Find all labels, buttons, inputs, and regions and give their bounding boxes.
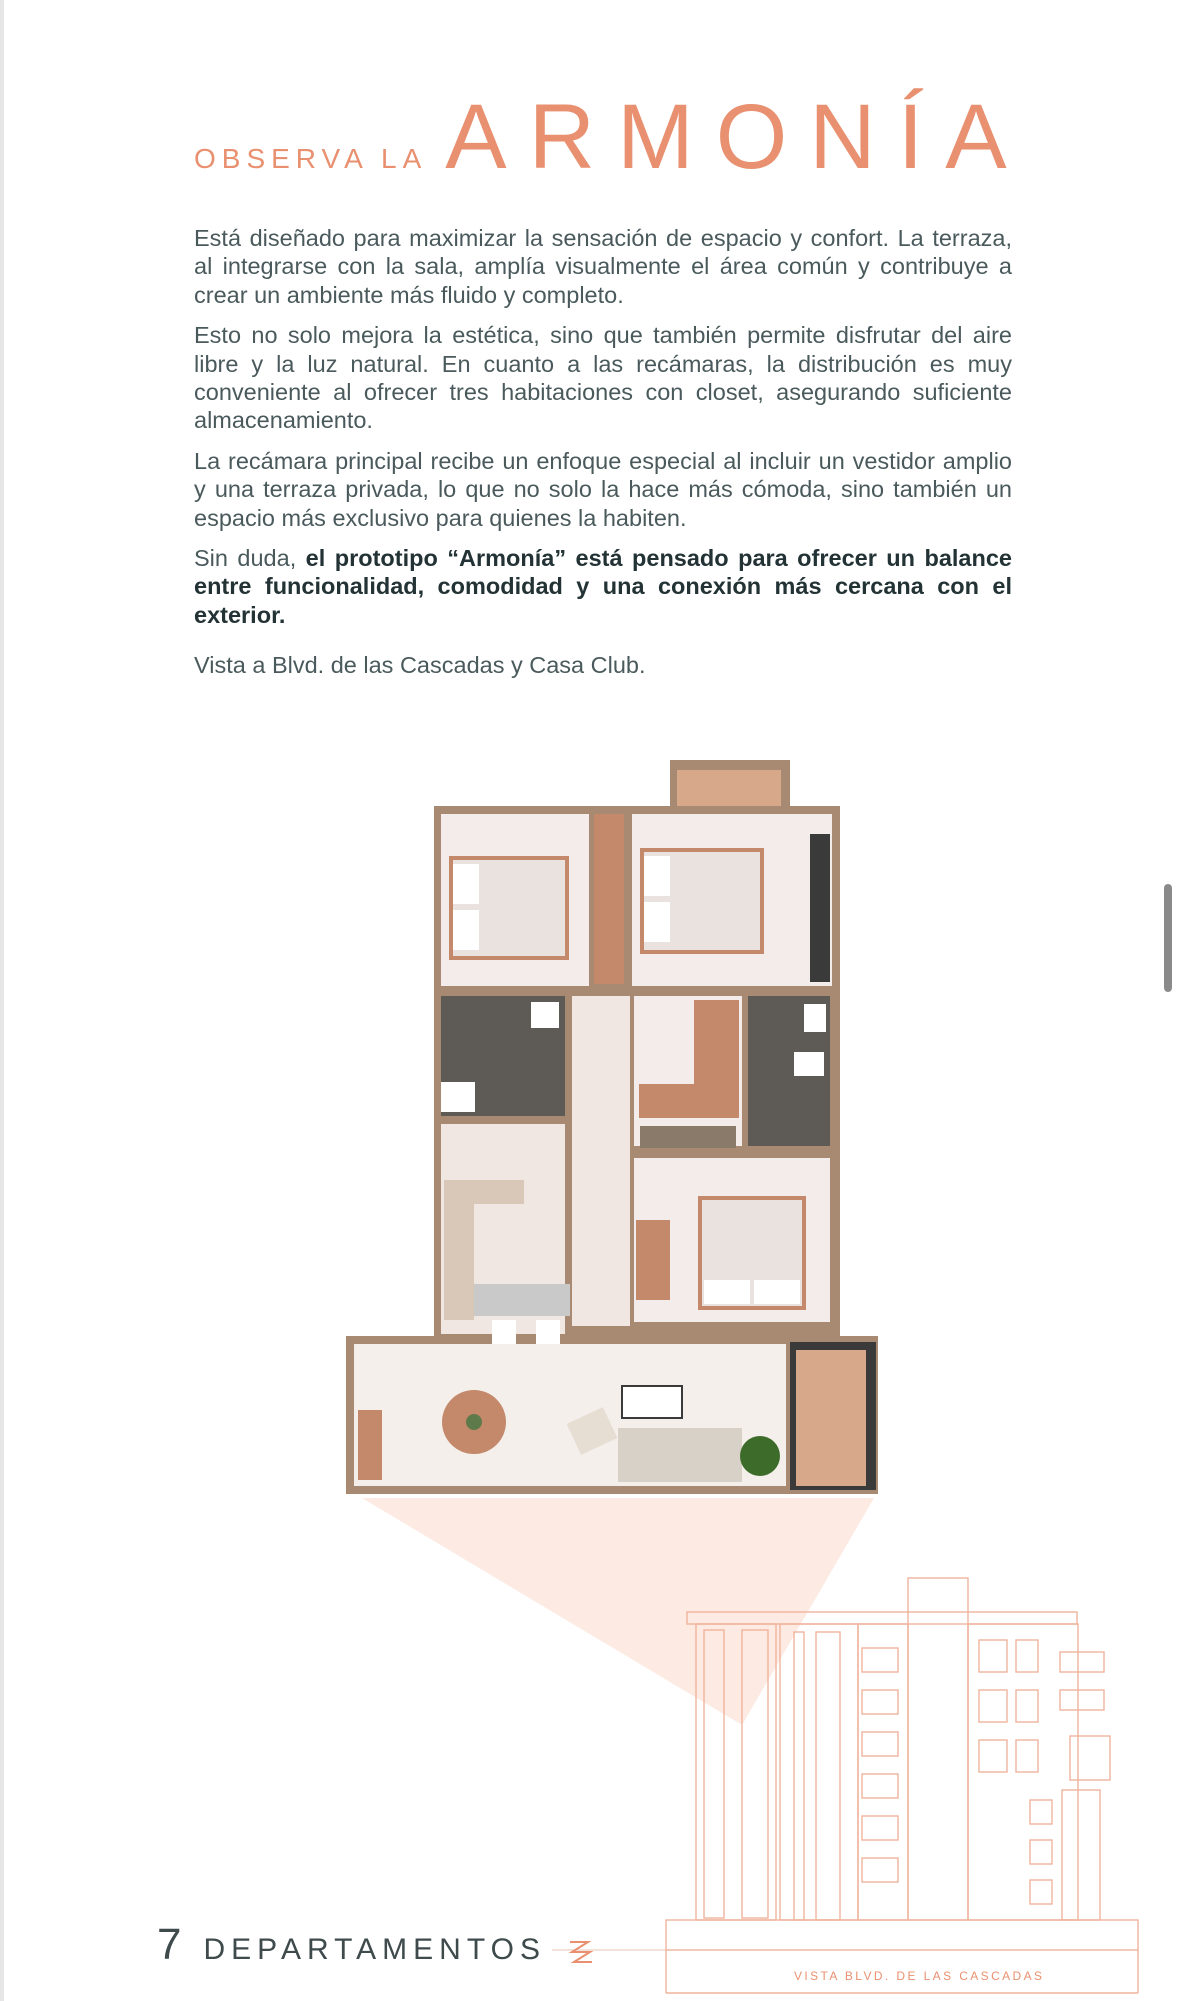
kitchen-island xyxy=(474,1284,570,1316)
closet-1 xyxy=(594,814,624,984)
paragraph-4-highlight: el prototipo “Armonía” está pensado para ofrecer un balance entre funcionalidad, comodidad y una conexión más cercana con el exterior. xyxy=(194,545,1012,628)
paragraph-2: Esto no solo mejora la estética, sino que también permite disfrutar del aire libre y la luz natural. En cuanto a las recámaras, la distribución es muy conveniente al ofrecer tres habitaciones con closet, asegurando suficiente almacenamiento. xyxy=(194,322,1012,434)
paragraph-1: Está diseñado para maximizar la sensación de espacio y confort. La terraza, al integrarse con la sala, amplía visualmente el área común y contribuye a crear un ambiente más fluido y completo. xyxy=(194,225,1012,308)
terrace-deck xyxy=(796,1350,866,1486)
upper-terrace-deck xyxy=(677,770,781,808)
paragraph-4-lead: Sin duda, xyxy=(194,545,306,572)
footer-label: DEPARTAMENTOS xyxy=(203,1933,546,1966)
coffee-table xyxy=(622,1386,682,1418)
heading-title: ARMONÍA xyxy=(445,86,1029,188)
hallway-floor xyxy=(572,996,630,1326)
bedroom-2-window xyxy=(810,834,830,982)
view-note: Vista a Blvd. de las Cascadas y Casa Club. xyxy=(194,652,646,679)
plant xyxy=(740,1436,780,1476)
paragraph-3: La recámara principal recibe un enfoque especial al incluir un vestidor amplio y una terraza privada, lo que no solo la hace más cómoda, sino también un espacio más exclusivo para quienes la habiten. xyxy=(194,447,1012,531)
sofa xyxy=(618,1428,742,1482)
page-number: 7 xyxy=(157,1920,182,1969)
scrollbar-thumb[interactable] xyxy=(1164,884,1172,992)
elevation-caption: VISTA BLVD. DE LAS CASCADAS xyxy=(794,1969,1045,1983)
zz-monogram-icon xyxy=(566,1938,596,1971)
floor-plan-illustration xyxy=(4,0,1179,2001)
heading-prefix: OBSERVA LA xyxy=(194,143,428,174)
footer xyxy=(157,1920,596,1971)
